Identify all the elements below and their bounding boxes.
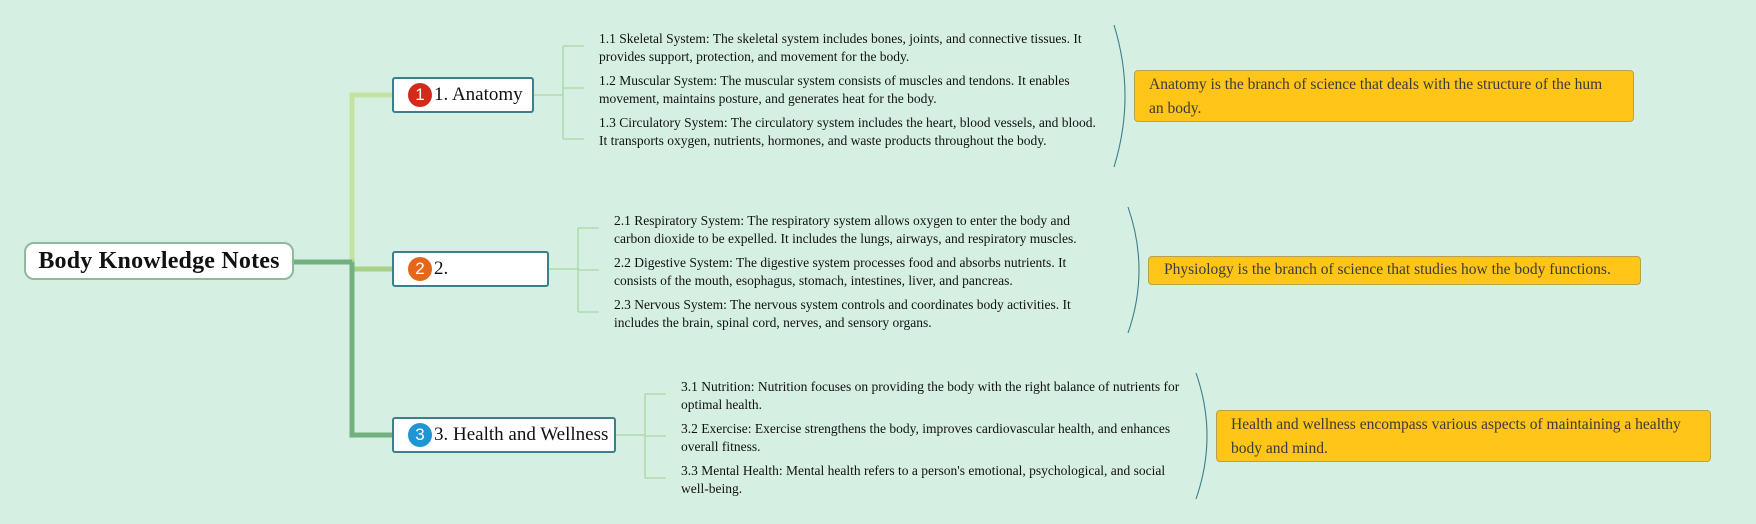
subtopic-digestive-system[interactable]: 2.2 Digestive System: The digestive system processes food and absorbs nutrients. It consists of the mouth, esophagus, stomach, intestines, liver, and pancreas. (614, 255, 1067, 288)
connector-root-to-health (352, 262, 392, 435)
subtopic-exercise[interactable]: 3.2 Exercise: Exercise strengthens the body, improves cardiovascular health, and enhances overall fitness. (681, 421, 1171, 454)
summary-brace-anatomy (1114, 25, 1125, 167)
summary-anatomy[interactable]: Anatomy is the branch of science that deals with the structure of the hum an body. (1134, 70, 1634, 122)
root-topic[interactable] (24, 242, 294, 280)
subtopic-circulatory-system[interactable]: 1.3 Circulatory System: The circulatory system includes the heart, blood vessels, and blood. It transports oxygen, nutrients, hormones, and waste products throughout the body. (599, 115, 1096, 148)
connector-root-to-anatomy (294, 95, 392, 262)
subtopic-muscular-system[interactable]: 1.2 Muscular System: The muscular system consists of muscles and tendons. It enables movement, maintains posture, and generates heat for the body. (599, 73, 1070, 106)
connector-root-to-physiology (294, 262, 392, 269)
branch-anatomy[interactable] (392, 77, 534, 113)
branch-anatomy-label: 1. Anatomy (434, 84, 523, 105)
connector-anatomy-subtopics (534, 46, 584, 139)
summary-health-wellness[interactable]: Health and wellness encompass various aspects of maintaining a healthy body and mind. (1216, 410, 1711, 462)
summary-physiology[interactable]: Physiology is the branch of science that studies how the body functions. (1148, 256, 1641, 285)
subtopic-skeletal-system[interactable]: 1.1 Skeletal System: The skeletal system includes bones, joints, and connective tissues. It provides support, protection, and movement for the body. (599, 31, 1082, 64)
summary-brace-physiology (1128, 207, 1139, 333)
branch-health-wellness[interactable] (392, 417, 616, 453)
subtopic-mental-health[interactable]: 3.3 Mental Health: Mental health refers to a person's emotional, psychological, and social well-being. (681, 463, 1166, 496)
priority-1-icon: 1 (408, 83, 432, 107)
root-title: Body Knowledge Notes (38, 247, 280, 274)
branch-health-wellness-label: 3. Health and Wellness (434, 424, 609, 445)
priority-2-icon: 2 (408, 257, 432, 281)
subtopic-nutrition[interactable]: 3.1 Nutrition: Nutrition focuses on providing the body with the right balance of nutrients for optimal health. (681, 379, 1180, 412)
priority-3-icon: 3 (408, 423, 432, 447)
connector-physiology-subtopics (549, 228, 599, 312)
branch-physiology-label: 2. (434, 258, 449, 279)
subtopic-nervous-system[interactable]: 2.3 Nervous System: The nervous system controls and coordinates body activities. It includes the brain, spinal cord, nerves, and sensory organs. (614, 297, 1071, 330)
branch-physiology[interactable] (392, 251, 549, 287)
connector-health-subtopics (616, 394, 666, 478)
summary-brace-health (1196, 373, 1207, 499)
subtopic-respiratory-system[interactable]: 2.1 Respiratory System: The respiratory system allows oxygen to enter the body and carbon dioxide to be expelled. It includes the lungs, airways, and respiratory muscles. (614, 213, 1077, 246)
